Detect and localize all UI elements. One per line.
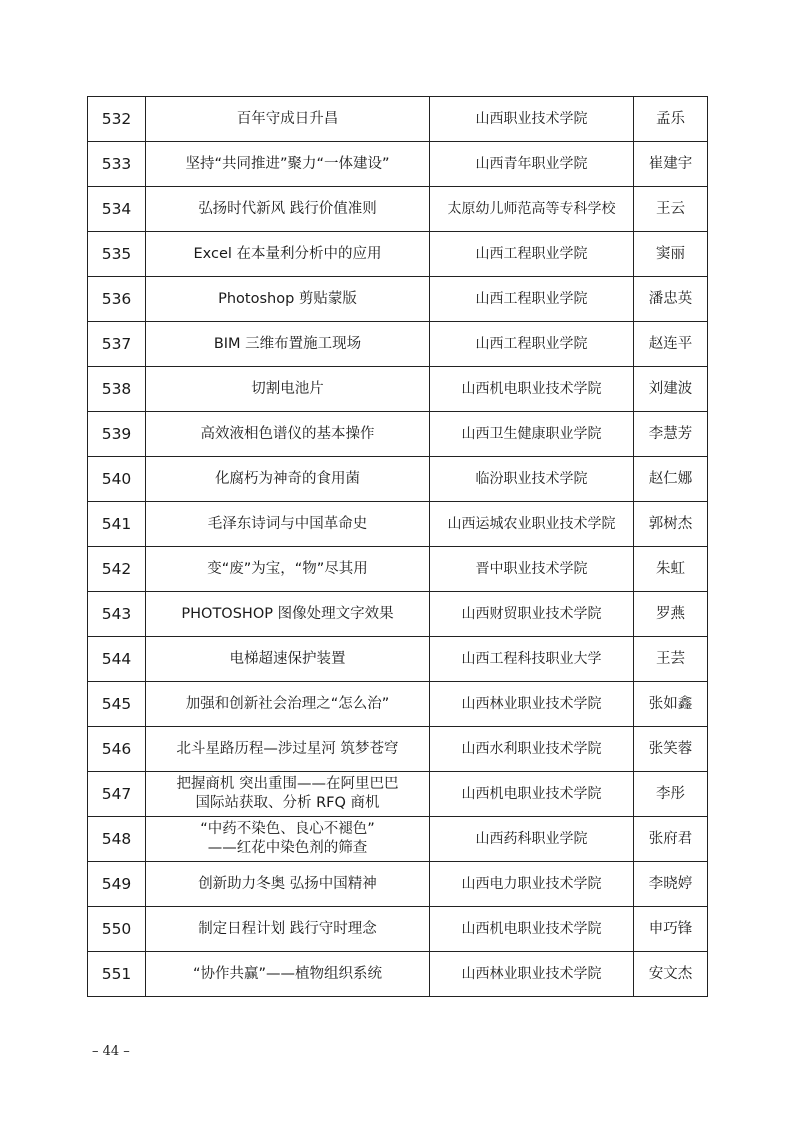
school-name: 山西青年职业学院 (430, 142, 634, 187)
row-number: 545 (88, 682, 146, 727)
work-title (146, 367, 430, 412)
table-row (88, 457, 708, 502)
table-row (88, 322, 708, 367)
author-name: 赵仁娜 (634, 457, 708, 502)
author-name: 刘建波 (634, 367, 708, 412)
work-title-line: 变“废”为宝，“物”尽其用 (207, 560, 368, 577)
row-number: 540 (88, 457, 146, 502)
work-title (146, 97, 430, 142)
author-name: 潘忠英 (634, 277, 708, 322)
row-number: 537 (88, 322, 146, 367)
work-title-line: 制定日程计划 践行守时理念 (198, 920, 377, 937)
table-row (88, 547, 708, 592)
row-number: 534 (88, 187, 146, 232)
author-name: 李彤 (634, 772, 708, 817)
table-row (88, 682, 708, 727)
table-row (88, 142, 708, 187)
table-row (88, 97, 708, 142)
work-title-line: 北斗星路历程—涉过星河 筑梦苍穹 (176, 740, 399, 757)
author-name: 张笑蓉 (634, 727, 708, 772)
author-name: 王芸 (634, 637, 708, 682)
work-title (146, 502, 430, 547)
school-name: 太原幼儿师范高等专科学校 (430, 187, 634, 232)
school-name: 山西林业职业技术学院 (430, 682, 634, 727)
work-title-line: 百年守成日升昌 (236, 110, 339, 127)
author-name: 王云 (634, 187, 708, 232)
row-number: 538 (88, 367, 146, 412)
table-row (88, 772, 708, 817)
school-name: 山西工程科技职业大学 (430, 637, 634, 682)
table-row (88, 592, 708, 637)
work-title (146, 862, 430, 907)
row-number: 544 (88, 637, 146, 682)
author-name: 赵连平 (634, 322, 708, 367)
work-title-line: Excel 在本量利分析中的应用 (193, 245, 382, 262)
school-name: 山西工程职业学院 (430, 277, 634, 322)
work-title-line: 毛泽东诗词与中国革命史 (207, 515, 368, 532)
row-number: 533 (88, 142, 146, 187)
work-title (146, 412, 430, 457)
work-title (146, 952, 430, 997)
school-name: 山西卫生健康职业学院 (430, 412, 634, 457)
author-name: 李慧芳 (634, 412, 708, 457)
school-name: 晋中职业技术学院 (430, 547, 634, 592)
school-name: 山西工程职业学院 (430, 232, 634, 277)
work-title (146, 457, 430, 502)
table-row (88, 637, 708, 682)
school-name: 山西工程职业学院 (430, 322, 634, 367)
table-row (88, 277, 708, 322)
work-title-line: 电梯超速保护装置 (229, 650, 346, 667)
row-number: 536 (88, 277, 146, 322)
work-title (146, 232, 430, 277)
work-title (146, 907, 430, 952)
table-row (88, 367, 708, 412)
work-title (146, 592, 430, 637)
row-number: 532 (88, 97, 146, 142)
work-title-line: Photoshop 剪贴蒙版 (218, 290, 357, 307)
school-name: 山西机电职业技术学院 (430, 907, 634, 952)
work-title (146, 682, 430, 727)
row-number: 539 (88, 412, 146, 457)
work-title-line: 创新助力冬奥 弘扬中国精神 (198, 875, 377, 892)
author-name: 朱虹 (634, 547, 708, 592)
work-title (146, 772, 430, 817)
work-title (146, 142, 430, 187)
row-number: 535 (88, 232, 146, 277)
work-title (146, 277, 430, 322)
school-name: 山西机电职业技术学院 (430, 367, 634, 412)
table-row (88, 187, 708, 232)
school-name: 山西水利职业技术学院 (430, 727, 634, 772)
school-name: 山西林业职业技术学院 (430, 952, 634, 997)
row-number: 542 (88, 547, 146, 592)
author-name: 罗燕 (634, 592, 708, 637)
author-name: 郭树杰 (634, 502, 708, 547)
work-title-line: “协作共赢”——植物组织系统 (192, 965, 383, 982)
author-name: 崔建宇 (634, 142, 708, 187)
awards-table (87, 96, 708, 997)
work-title (146, 322, 430, 367)
table-row (88, 502, 708, 547)
work-title-line: 高效液相色谱仪的基本操作 (200, 425, 375, 442)
work-title-line: 坚持“共同推进”聚力“一体建设” (185, 155, 390, 172)
table-body (88, 97, 708, 997)
table-row (88, 952, 708, 997)
page-number: – 44 – (92, 1044, 130, 1059)
row-number: 546 (88, 727, 146, 772)
work-title-line: 把握商机 突出重围——在阿里巴巴 (176, 776, 399, 792)
table-row (88, 727, 708, 772)
table-row (88, 862, 708, 907)
work-title-line: BIM 三维布置施工现场 (213, 335, 362, 352)
school-name: 山西电力职业技术学院 (430, 862, 634, 907)
school-name: 临汾职业技术学院 (430, 457, 634, 502)
work-title-line: ——红花中染色剂的筛查 (207, 840, 368, 856)
author-name: 安文杰 (634, 952, 708, 997)
work-title-line: 切割电池片 (251, 380, 324, 397)
work-title-line: 弘扬时代新风 践行价值准则 (198, 200, 377, 217)
table-row (88, 907, 708, 952)
work-title-line: PHOTOSHOP 图像处理文字效果 (181, 605, 394, 622)
table-row (88, 817, 708, 862)
row-number: 549 (88, 862, 146, 907)
school-name: 山西运城农业职业技术学院 (430, 502, 634, 547)
row-number: 551 (88, 952, 146, 997)
author-name: 申巧锋 (634, 907, 708, 952)
school-name: 山西药科职业学院 (430, 817, 634, 862)
work-title-line: 加强和创新社会治理之“怎么治” (185, 695, 390, 712)
school-name: 山西职业技术学院 (430, 97, 634, 142)
work-title-line: 国际站获取、分析 RFQ 商机 (195, 795, 380, 811)
author-name: 孟乐 (634, 97, 708, 142)
row-number: 541 (88, 502, 146, 547)
author-name: 李晓婷 (634, 862, 708, 907)
table-row (88, 412, 708, 457)
row-number: 543 (88, 592, 146, 637)
table-row (88, 232, 708, 277)
work-title (146, 547, 430, 592)
row-number: 547 (88, 772, 146, 817)
row-number: 550 (88, 907, 146, 952)
work-title (146, 637, 430, 682)
author-name: 张如鑫 (634, 682, 708, 727)
work-title-line: 化腐朽为神奇的食用菌 (215, 470, 360, 487)
school-name: 山西财贸职业技术学院 (430, 592, 634, 637)
work-title (146, 727, 430, 772)
work-title-line: “中药不染色、良心不褪色” (200, 821, 375, 837)
work-title (146, 817, 430, 862)
work-title (146, 187, 430, 232)
author-name: 张府君 (634, 817, 708, 862)
author-name: 窦丽 (634, 232, 708, 277)
school-name: 山西机电职业技术学院 (430, 772, 634, 817)
row-number: 548 (88, 817, 146, 862)
